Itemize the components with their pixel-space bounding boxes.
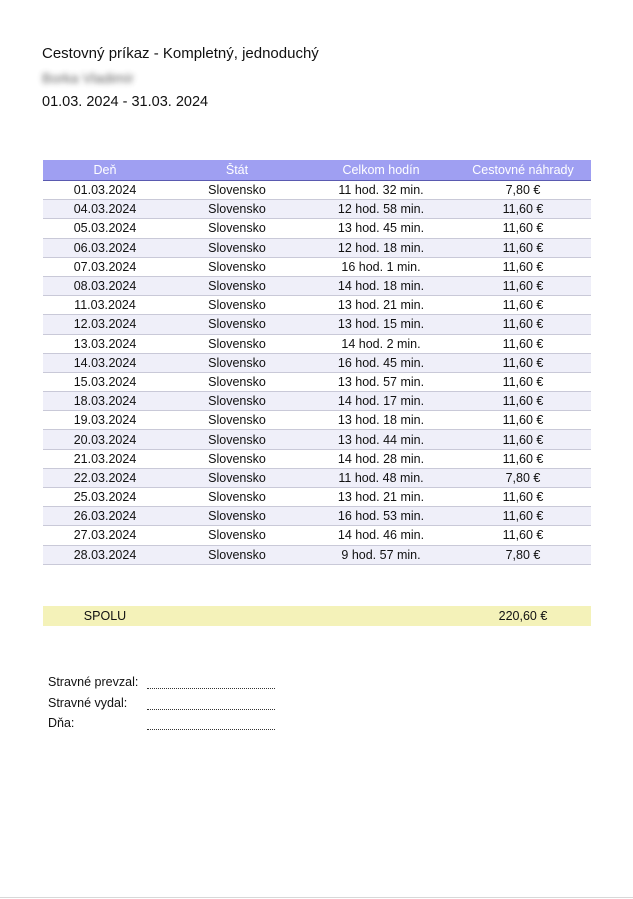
cell-total-hours: 13 hod. 57 min. bbox=[337, 374, 425, 389]
received-by-row bbox=[48, 672, 275, 693]
cell-allowance: 11,60 € bbox=[502, 490, 544, 505]
cell-country: Slovensko bbox=[208, 374, 266, 389]
cell-allowance: 11,60 € bbox=[502, 451, 544, 466]
cell-day: 25.03.2024 bbox=[73, 490, 137, 505]
cell-total-hours: 14 hod. 17 min. bbox=[337, 394, 425, 409]
table-row bbox=[43, 469, 591, 488]
cell-country: Slovensko bbox=[208, 432, 266, 447]
cell-allowance: 11,60 € bbox=[502, 259, 544, 274]
date-range: 01.03. 2024 - 31.03. 2024 bbox=[42, 94, 209, 110]
table-row bbox=[43, 450, 591, 469]
cell-country: Slovensko bbox=[208, 202, 266, 217]
cell-allowance: 11,60 € bbox=[502, 336, 544, 351]
table-row bbox=[43, 219, 591, 238]
table-row bbox=[43, 258, 591, 277]
cell-total-hours: 12 hod. 18 min. bbox=[337, 240, 425, 255]
summary-label: SPOLU bbox=[83, 609, 127, 623]
cell-day: 06.03.2024 bbox=[73, 240, 137, 255]
cell-country: Slovensko bbox=[208, 183, 266, 198]
issued-by-row bbox=[48, 693, 275, 714]
person-name: Borka Vladimír bbox=[42, 70, 134, 86]
table-row bbox=[43, 411, 591, 430]
cell-country: Slovensko bbox=[208, 528, 266, 543]
column-header-day: Deň bbox=[93, 163, 117, 177]
table-row bbox=[43, 354, 591, 373]
table-row bbox=[43, 335, 591, 354]
cell-total-hours: 13 hod. 18 min. bbox=[337, 413, 425, 428]
cell-country: Slovensko bbox=[208, 336, 266, 351]
cell-day: 05.03.2024 bbox=[73, 221, 137, 236]
cell-country: Slovensko bbox=[208, 547, 266, 562]
cell-total-hours: 13 hod. 44 min. bbox=[337, 432, 425, 447]
summary-total: 220,60 € bbox=[498, 609, 548, 623]
table-row bbox=[43, 315, 591, 334]
cell-allowance: 11,60 € bbox=[502, 221, 544, 236]
cell-country: Slovensko bbox=[208, 317, 266, 332]
cell-country: Slovensko bbox=[208, 298, 266, 313]
cell-day: 12.03.2024 bbox=[73, 317, 137, 332]
issued-by-label: Stravné vydal: bbox=[48, 695, 128, 710]
cell-total-hours: 14 hod. 46 min. bbox=[337, 528, 425, 543]
cell-day: 21.03.2024 bbox=[73, 451, 137, 466]
cell-day: 11.03.2024 bbox=[74, 298, 136, 313]
cell-allowance: 11,60 € bbox=[502, 432, 544, 447]
cell-total-hours: 14 hod. 2 min. bbox=[341, 336, 421, 351]
table-row bbox=[43, 181, 591, 200]
column-header-allowance: Cestovné náhrady bbox=[472, 163, 574, 177]
cell-day: 20.03.2024 bbox=[73, 432, 137, 447]
cell-day: 22.03.2024 bbox=[73, 470, 137, 485]
cell-country: Slovensko bbox=[208, 490, 266, 505]
cell-allowance: 11,60 € bbox=[502, 413, 544, 428]
table-row bbox=[43, 488, 591, 507]
cell-day: 19.03.2024 bbox=[73, 413, 137, 428]
date-label: Dňa: bbox=[48, 716, 75, 731]
cell-country: Slovensko bbox=[208, 470, 266, 485]
cell-allowance: 7,80 € bbox=[505, 470, 541, 485]
table-body bbox=[43, 181, 591, 565]
cell-day: 15.03.2024 bbox=[73, 374, 137, 389]
cell-total-hours: 9 hod. 57 min. bbox=[341, 547, 421, 562]
cell-country: Slovensko bbox=[208, 451, 266, 466]
page-edge bbox=[0, 897, 633, 898]
cell-country: Slovensko bbox=[208, 221, 266, 236]
table-row bbox=[43, 277, 591, 296]
cell-allowance: 11,60 € bbox=[502, 374, 544, 389]
date-line bbox=[147, 720, 275, 730]
cell-country: Slovensko bbox=[208, 355, 266, 370]
cell-total-hours: 13 hod. 21 min. bbox=[337, 298, 425, 313]
cell-day: 01.03.2024 bbox=[73, 183, 137, 198]
issued-by-line bbox=[147, 700, 275, 710]
signature-block bbox=[48, 672, 275, 734]
table-row bbox=[43, 239, 591, 258]
cell-day: 04.03.2024 bbox=[73, 202, 137, 217]
table-row bbox=[43, 200, 591, 219]
cell-allowance: 11,60 € bbox=[502, 394, 544, 409]
column-header-total-hours: Celkom hodín bbox=[342, 163, 420, 177]
document-title: Cestovný príkaz - Kompletný, jednoduchý bbox=[42, 45, 319, 62]
cell-total-hours: 13 hod. 21 min. bbox=[337, 490, 425, 505]
cell-day: 27.03.2024 bbox=[73, 528, 137, 543]
summary-row bbox=[43, 606, 591, 626]
column-header-country: Štát bbox=[225, 163, 249, 177]
cell-country: Slovensko bbox=[208, 509, 266, 524]
document-header bbox=[42, 44, 319, 111]
cell-allowance: 7,80 € bbox=[505, 547, 541, 562]
cell-total-hours: 14 hod. 28 min. bbox=[337, 451, 425, 466]
cell-country: Slovensko bbox=[208, 240, 266, 255]
received-by-label: Stravné prevzal: bbox=[48, 675, 139, 690]
cell-total-hours: 16 hod. 53 min. bbox=[337, 509, 425, 524]
cell-total-hours: 12 hod. 58 min. bbox=[337, 202, 425, 217]
cell-day: 26.03.2024 bbox=[73, 509, 137, 524]
cell-total-hours: 11 hod. 48 min. bbox=[338, 470, 424, 485]
cell-allowance: 11,60 € bbox=[502, 355, 544, 370]
table-row bbox=[43, 392, 591, 411]
table-row bbox=[43, 507, 591, 526]
cell-allowance: 11,60 € bbox=[502, 317, 544, 332]
table-row bbox=[43, 526, 591, 545]
table-row bbox=[43, 430, 591, 449]
table-header bbox=[43, 160, 591, 181]
cell-total-hours: 11 hod. 32 min. bbox=[338, 183, 424, 198]
cell-country: Slovensko bbox=[208, 413, 266, 428]
cell-country: Slovensko bbox=[208, 259, 266, 274]
table-row bbox=[43, 546, 591, 565]
cell-day: 08.03.2024 bbox=[73, 279, 137, 294]
cell-total-hours: 16 hod. 1 min. bbox=[341, 259, 421, 274]
cell-total-hours: 13 hod. 15 min. bbox=[337, 317, 425, 332]
travel-allowance-table bbox=[43, 160, 591, 565]
cell-day: 18.03.2024 bbox=[73, 394, 137, 409]
table-row bbox=[43, 373, 591, 392]
cell-allowance: 11,60 € bbox=[502, 528, 544, 543]
table-row bbox=[43, 296, 591, 315]
cell-allowance: 11,60 € bbox=[502, 298, 544, 313]
cell-day: 14.03.2024 bbox=[73, 355, 137, 370]
cell-allowance: 11,60 € bbox=[502, 509, 544, 524]
cell-allowance: 11,60 € bbox=[502, 240, 544, 255]
cell-allowance: 7,80 € bbox=[505, 183, 541, 198]
cell-total-hours: 16 hod. 45 min. bbox=[337, 355, 425, 370]
cell-day: 13.03.2024 bbox=[73, 336, 137, 351]
cell-country: Slovensko bbox=[208, 279, 266, 294]
cell-total-hours: 14 hod. 18 min. bbox=[337, 279, 425, 294]
cell-day: 07.03.2024 bbox=[73, 259, 137, 274]
cell-country: Slovensko bbox=[208, 394, 266, 409]
cell-allowance: 11,60 € bbox=[502, 202, 544, 217]
received-by-line bbox=[147, 679, 275, 689]
date-row bbox=[48, 713, 275, 734]
cell-total-hours: 13 hod. 45 min. bbox=[337, 221, 425, 236]
cell-day: 28.03.2024 bbox=[73, 547, 137, 562]
cell-allowance: 11,60 € bbox=[502, 279, 544, 294]
